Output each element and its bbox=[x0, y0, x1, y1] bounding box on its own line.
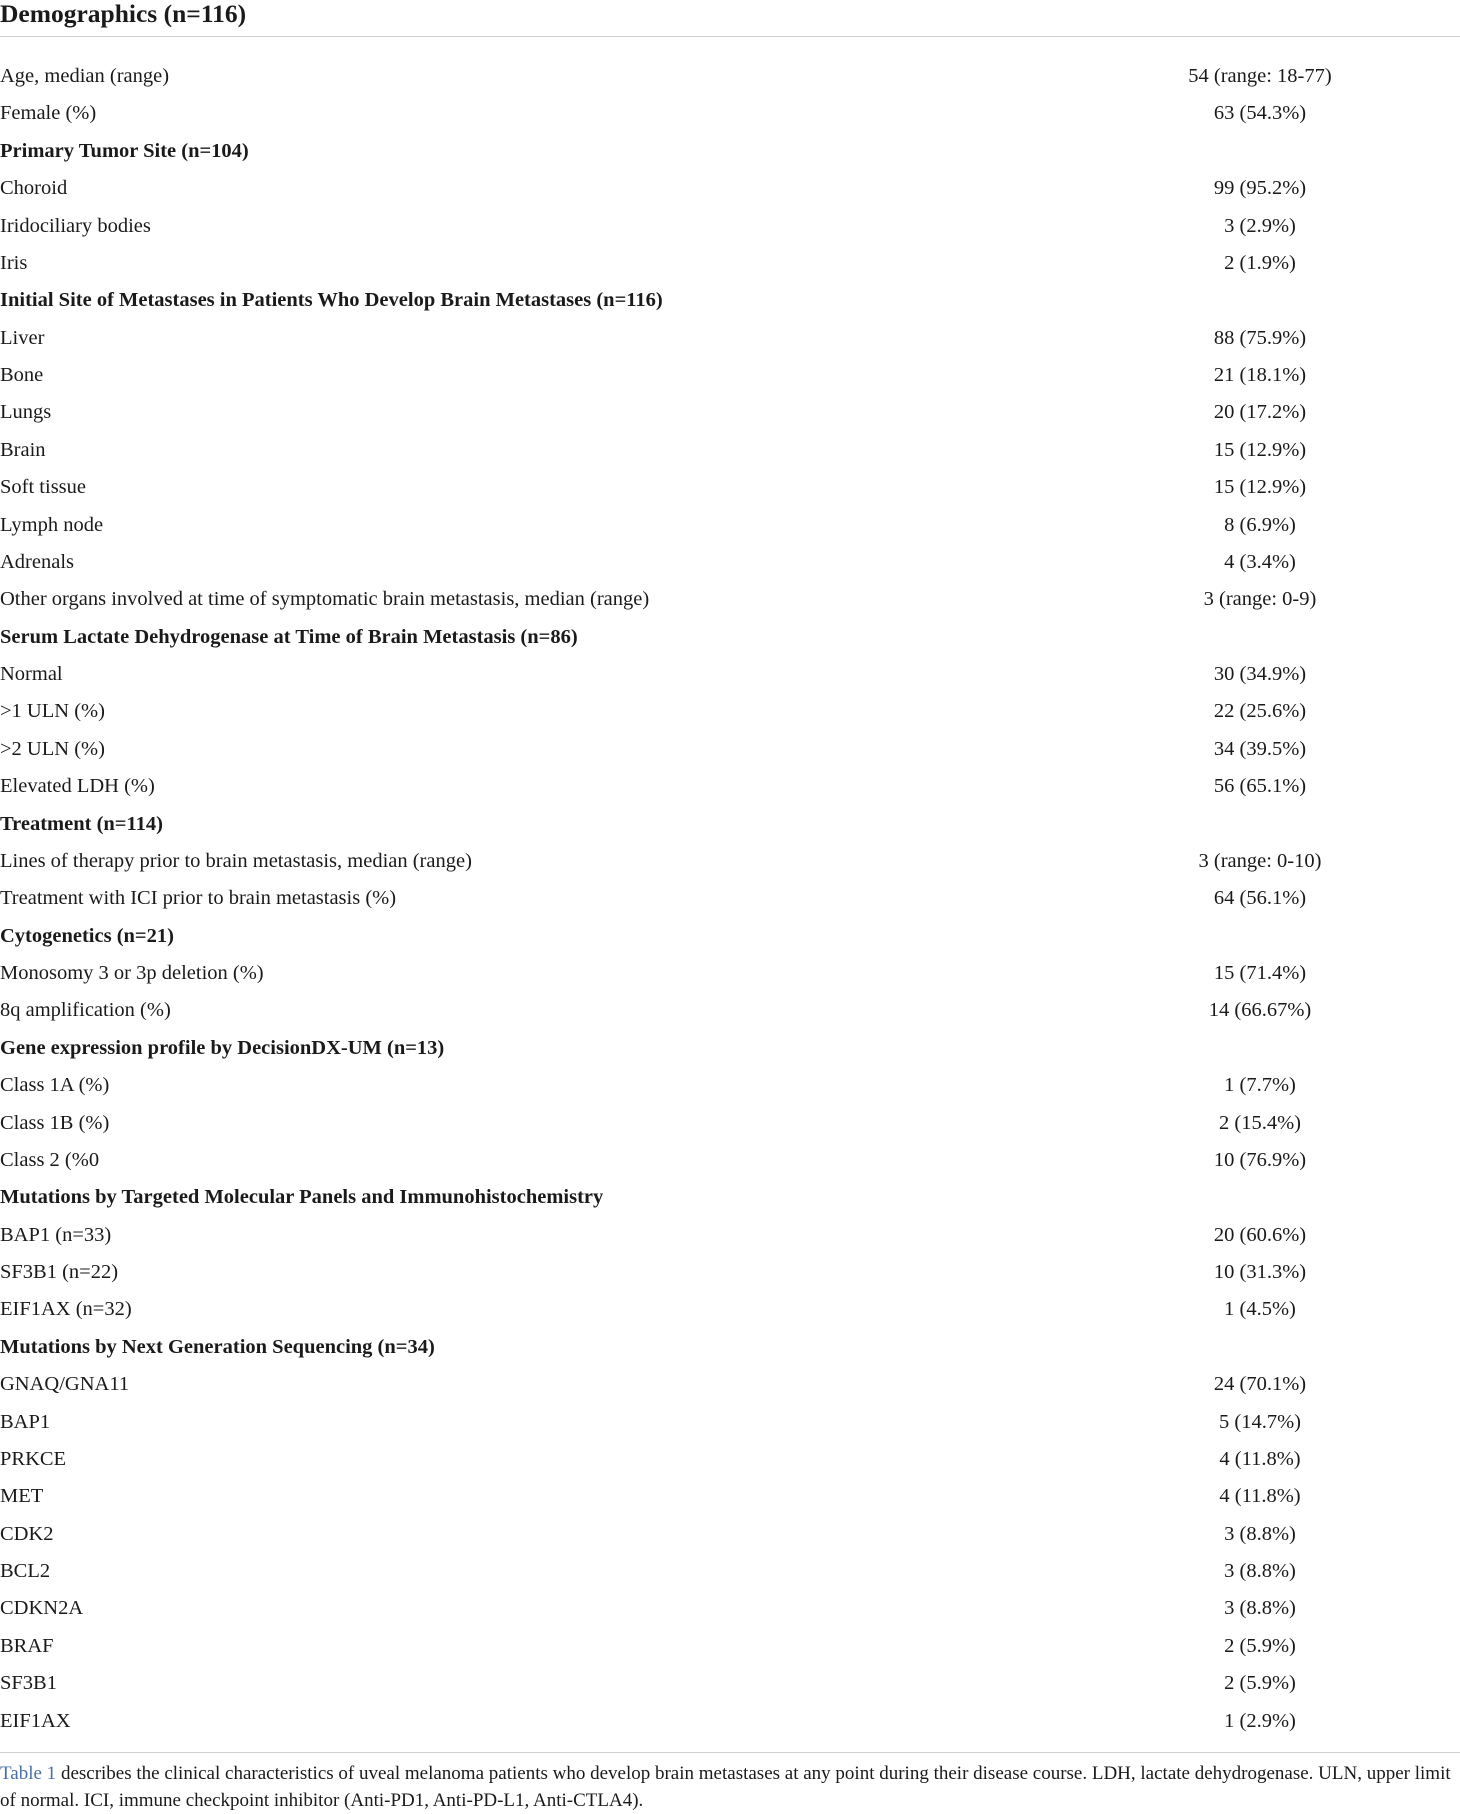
row-label: SF3B1 (n=22) bbox=[0, 1261, 119, 1283]
row-label: >2 ULN (%) bbox=[0, 737, 105, 760]
table-row bbox=[0, 768, 1460, 805]
table-row bbox=[0, 581, 1460, 618]
table-row bbox=[0, 469, 1460, 506]
row-value: 20 (17.2%) bbox=[1213, 401, 1307, 424]
table-row bbox=[0, 357, 1460, 394]
section-header-row bbox=[0, 1329, 1460, 1366]
top-divider bbox=[0, 36, 1460, 37]
row-value: 2 (5.9%) bbox=[1224, 1634, 1296, 1657]
section-header-label: Cytogenetics (n=21) bbox=[0, 924, 174, 947]
table-row bbox=[0, 992, 1460, 1029]
row-label: CDK2 bbox=[0, 1522, 54, 1545]
row-label: GNAQ/GNA11 bbox=[0, 1373, 130, 1396]
row-label: BCL2 bbox=[0, 1560, 51, 1582]
row-value: 56 (65.1%) bbox=[1213, 775, 1307, 798]
row-value: 2 (1.9%) bbox=[1224, 251, 1296, 274]
row-value: 3 (2.9%) bbox=[1224, 214, 1296, 237]
table-row bbox=[0, 1217, 1460, 1254]
row-value: 3 (8.8%) bbox=[1224, 1560, 1296, 1582]
table-row bbox=[0, 1366, 1460, 1403]
row-label: Other organs involved at time of symptomatic brain metastasis, median (range) bbox=[0, 588, 650, 611]
row-value: 15 (71.4%) bbox=[1213, 962, 1307, 984]
table-row bbox=[0, 507, 1460, 544]
row-label: Class 1A (%) bbox=[0, 1074, 110, 1097]
row-label: Class 2 (%0 bbox=[0, 1148, 100, 1171]
section-header-label: Gene expression profile by DecisionDX-UM (n=13) bbox=[0, 1036, 445, 1059]
table-body bbox=[0, 58, 1460, 1740]
row-label: Female (%) bbox=[0, 102, 97, 125]
row-value: 3 (range: 0-10) bbox=[1198, 849, 1322, 872]
row-label: Elevated LDH (%) bbox=[0, 775, 155, 798]
row-label: PRKCE bbox=[0, 1447, 67, 1470]
row-label: Iridociliary bodies bbox=[0, 214, 151, 237]
table-row bbox=[0, 170, 1460, 207]
table-row bbox=[0, 1590, 1460, 1627]
table-row bbox=[0, 208, 1460, 245]
row-value: 54 (range: 18-77) bbox=[1188, 65, 1332, 87]
table-row bbox=[0, 1665, 1460, 1702]
table-row bbox=[0, 1404, 1460, 1441]
table-row bbox=[0, 1067, 1460, 1104]
section-header-label: Initial Site of Metastases in Patients Who Develop Brain Metastases (n=116) bbox=[0, 289, 663, 312]
row-label: Adrenals bbox=[0, 550, 75, 573]
row-label: BAP1 (n=33) bbox=[0, 1223, 112, 1246]
table-row bbox=[0, 1553, 1460, 1590]
row-label: CDKN2A bbox=[0, 1597, 84, 1620]
table-row bbox=[0, 843, 1460, 880]
table-caption bbox=[0, 1760, 1458, 1814]
row-label: Lungs bbox=[0, 401, 52, 424]
row-label: Class 1B (%) bbox=[0, 1111, 110, 1134]
row-label: Iris bbox=[0, 251, 28, 274]
table-row bbox=[0, 1478, 1460, 1515]
row-value: 10 (76.9%) bbox=[1213, 1148, 1307, 1171]
table-row bbox=[0, 693, 1460, 730]
row-value: 1 (4.5%) bbox=[1224, 1298, 1296, 1321]
table-row bbox=[0, 880, 1460, 917]
row-value: 22 (25.6%) bbox=[1213, 700, 1307, 723]
section-header-row bbox=[0, 619, 1460, 656]
table-row bbox=[0, 245, 1460, 282]
row-value: 63 (54.3%) bbox=[1213, 102, 1307, 125]
row-label: Monosomy 3 or 3p deletion (%) bbox=[0, 962, 264, 984]
row-value: 30 (34.9%) bbox=[1213, 663, 1307, 685]
row-label: EIF1AX (n=32) bbox=[0, 1298, 132, 1321]
row-label: Choroid bbox=[0, 177, 68, 200]
row-value: 24 (70.1%) bbox=[1213, 1373, 1307, 1396]
table-row bbox=[0, 95, 1460, 132]
row-label: 8q amplification (%) bbox=[0, 999, 171, 1022]
row-value: 1 (2.9%) bbox=[1224, 1709, 1296, 1732]
table-row bbox=[0, 955, 1460, 992]
table-row bbox=[0, 656, 1460, 693]
row-label: Bone bbox=[0, 364, 44, 386]
table-row bbox=[0, 432, 1460, 469]
table-row bbox=[0, 1516, 1460, 1553]
table-row bbox=[0, 1441, 1460, 1478]
row-label: SF3B1 bbox=[0, 1672, 57, 1695]
row-value: 1 (7.7%) bbox=[1224, 1074, 1296, 1097]
row-value: 20 (60.6%) bbox=[1213, 1223, 1307, 1246]
table-row bbox=[0, 1628, 1460, 1665]
row-value: 4 (3.4%) bbox=[1224, 550, 1296, 573]
row-label: EIF1AX bbox=[0, 1709, 71, 1732]
row-label: Treatment with ICI prior to brain metastasis (%) bbox=[0, 887, 397, 910]
section-header-row bbox=[0, 133, 1460, 170]
row-label: Soft tissue bbox=[0, 476, 86, 499]
row-value: 15 (12.9%) bbox=[1213, 476, 1307, 499]
row-value: 99 (95.2%) bbox=[1213, 177, 1307, 200]
table-title: Demographics (n=116) bbox=[0, 0, 247, 28]
row-value: 8 (6.9%) bbox=[1224, 513, 1296, 536]
section-header-label: Mutations by Targeted Molecular Panels and Immunohistochemistry bbox=[0, 1186, 604, 1209]
section-header-row bbox=[0, 806, 1460, 843]
section-header-label: Primary Tumor Site (n=104) bbox=[0, 139, 249, 162]
table-row bbox=[0, 1105, 1460, 1142]
row-value: 64 (56.1%) bbox=[1213, 887, 1307, 910]
row-value: 88 (75.9%) bbox=[1213, 326, 1307, 349]
table-row bbox=[0, 1291, 1460, 1328]
section-header-label: Mutations by Next Generation Sequencing (n=34) bbox=[0, 1335, 435, 1358]
row-value: 4 (11.8%) bbox=[1219, 1485, 1301, 1508]
row-value: 10 (31.3%) bbox=[1213, 1261, 1307, 1283]
row-label: Normal bbox=[0, 663, 63, 685]
row-value: 4 (11.8%) bbox=[1219, 1447, 1301, 1470]
row-value: 34 (39.5%) bbox=[1213, 737, 1307, 760]
row-value: 2 (5.9%) bbox=[1224, 1672, 1296, 1695]
row-value: 14 (66.67%) bbox=[1208, 999, 1312, 1022]
row-value: 21 (18.1%) bbox=[1213, 364, 1307, 386]
row-label: Lines of therapy prior to brain metastasis, median (range) bbox=[0, 849, 472, 872]
row-value: 3 (8.8%) bbox=[1224, 1597, 1296, 1620]
table-row bbox=[0, 320, 1460, 357]
caption-text: describes the clinical characteristics of uveal melanoma patients who develop brain metastases at any point during their disease course. LDH, lactate dehydrogenase. ULN, upper limit of normal. ICI, immune checkpoint inhibitor (Anti-PD1, Anti-PD-L1, Anti-CTLA4). bbox=[0, 1763, 1451, 1811]
row-value: 5 (14.7%) bbox=[1219, 1410, 1301, 1433]
table-row bbox=[0, 394, 1460, 431]
table-row bbox=[0, 58, 1460, 95]
row-label: BRAF bbox=[0, 1634, 54, 1657]
section-header-label: Serum Lactate Dehydrogenase at Time of Brain Metastasis (n=86) bbox=[0, 625, 578, 648]
row-label: Brain bbox=[0, 438, 46, 461]
section-header-row bbox=[0, 1030, 1460, 1067]
row-label: Lymph node bbox=[0, 513, 104, 536]
row-value: 3 (8.8%) bbox=[1224, 1522, 1296, 1545]
table-reference-link[interactable]: Table 1 bbox=[0, 1763, 57, 1784]
table-row bbox=[0, 1142, 1460, 1179]
row-value: 3 (range: 0-9) bbox=[1203, 588, 1317, 611]
row-label: Age, median (range) bbox=[0, 65, 170, 87]
row-label: >1 ULN (%) bbox=[0, 700, 105, 723]
bottom-divider bbox=[0, 1752, 1460, 1753]
row-label: BAP1 bbox=[0, 1410, 51, 1433]
section-header-row bbox=[0, 282, 1460, 319]
table-row bbox=[0, 544, 1460, 581]
section-header-row bbox=[0, 1179, 1460, 1216]
row-value: 15 (12.9%) bbox=[1213, 438, 1307, 461]
section-header-row bbox=[0, 918, 1460, 955]
table-row bbox=[0, 731, 1460, 768]
table-row bbox=[0, 1254, 1460, 1291]
section-header-label: Treatment (n=114) bbox=[0, 812, 163, 835]
table-row bbox=[0, 1703, 1460, 1740]
row-label: MET bbox=[0, 1485, 44, 1508]
row-value: 2 (15.4%) bbox=[1219, 1111, 1301, 1134]
row-label: Liver bbox=[0, 326, 45, 349]
